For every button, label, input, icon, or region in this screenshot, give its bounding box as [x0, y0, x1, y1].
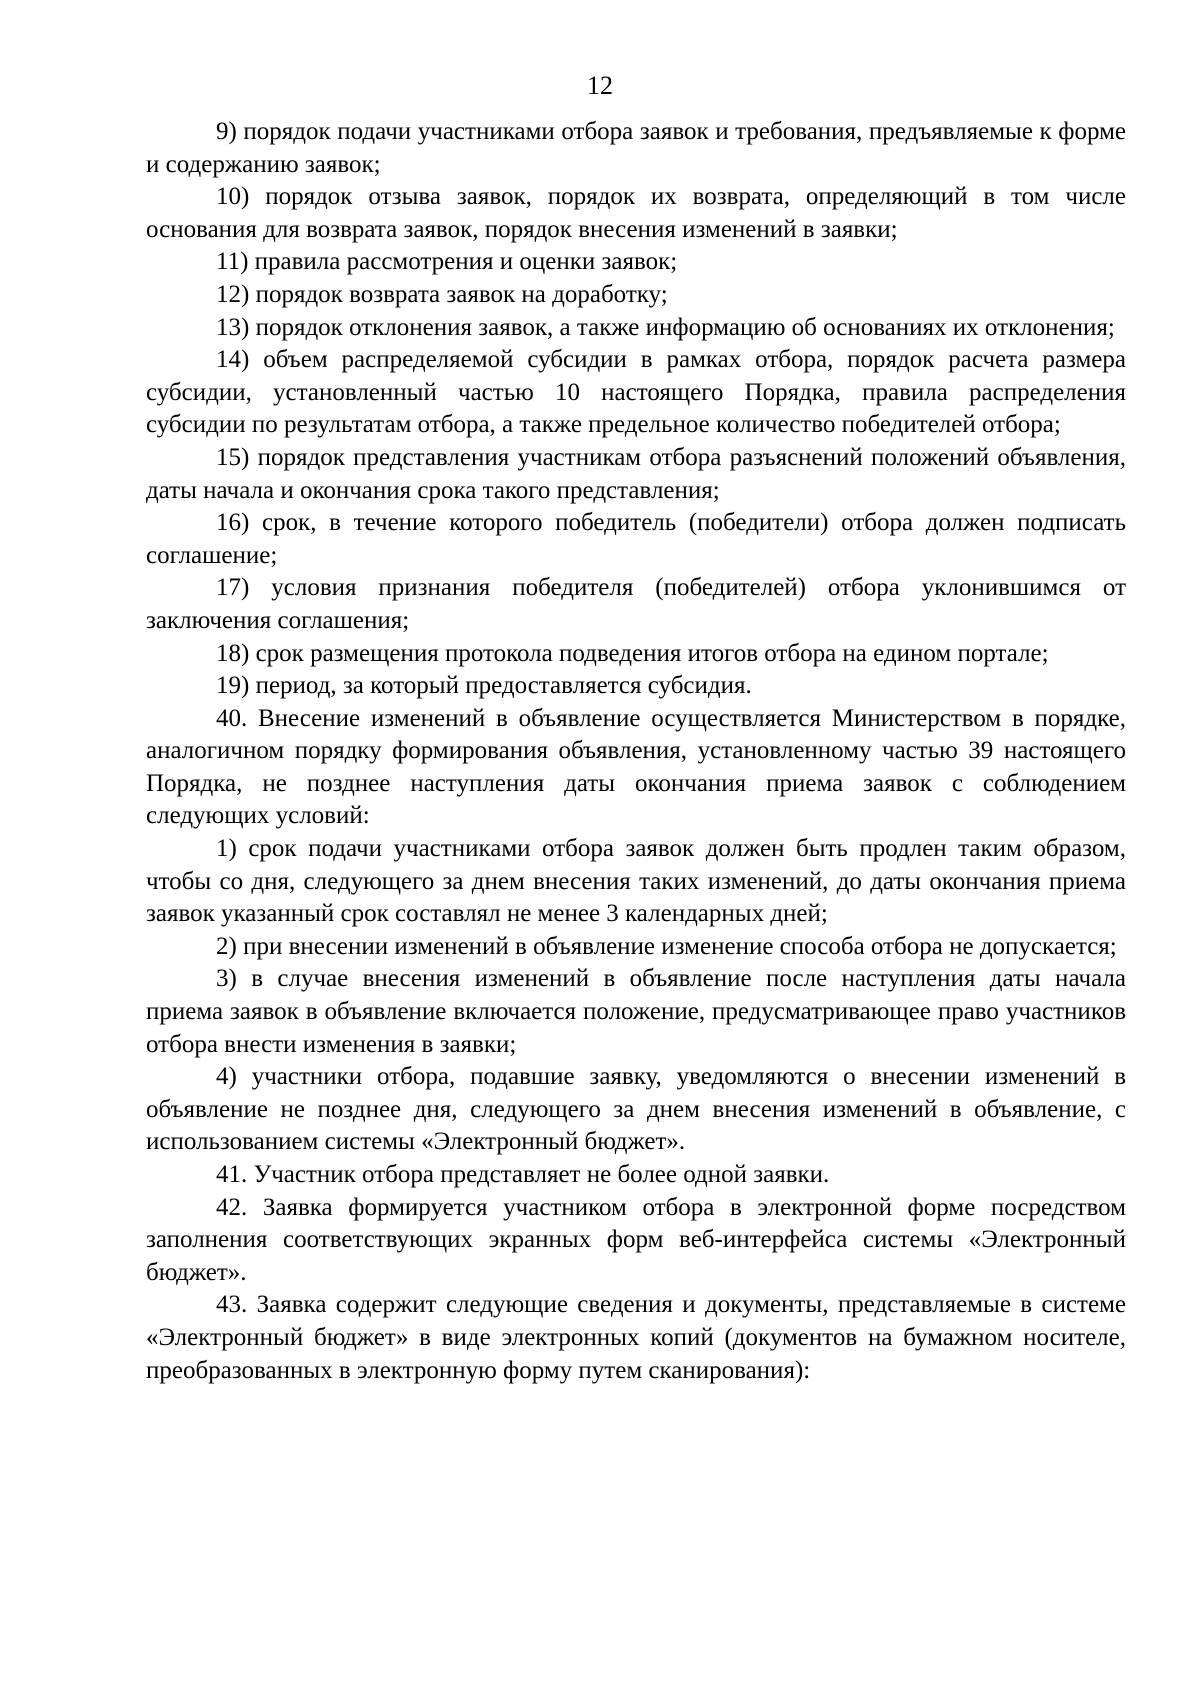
paragraph: 11) правила рассмотрения и оценки заявок;: [216, 248, 678, 276]
paragraph: 19) период, за который предоставляется субсидия.: [216, 672, 752, 700]
paragraph: 41. Участник отбора представляет не более одной заявки.: [216, 1161, 830, 1188]
paragraph: 1) срок подачи участниками отбора заявок должен быть продлен таким образом, чтобы со дня, следующего за днем внесения таких изменений, до даты окончания приема заявок указанный срок составлял не менее 3 календарных дней;: [146, 835, 1126, 928]
paragraph: 4) участники отбора, подавшие заявку, уведомляются о внесении изменений в объявление не позднее дня, следующего за днем внесения изменений в объявление, с использованием системы «Электронный бюджет».: [146, 1063, 1126, 1156]
paragraph: 12) порядок возврата заявок на доработку;: [216, 280, 668, 308]
paragraph: 18) срок размещения протокола подведения итогов отбора на едином портале;: [216, 639, 1049, 667]
paragraph: 15) порядок представления участникам отбора разъяснений положений объявления, даты начала и окончания срока такого представления;: [146, 443, 1126, 504]
paragraph: 10) порядок отзыва заявок, порядок их возврата, определяющий в том числе основания для возврата заявок, порядок внесения изменений в заявки;: [146, 183, 1126, 243]
paragraph: 42. Заявка формируется участником отбора в электронной форме посредством заполнения соответствующих экранных форм веб-интерфейса системы «Электронный бюджет».: [146, 1193, 1126, 1286]
paragraph: 16) срок, в течение которого победитель (победители) отбора должен подписать соглашение;: [146, 509, 1126, 569]
paragraph: 3) в случае внесения изменений в объявление после наступления даты начала приема заявок в объявление включается положение, предусматривающее право участников отбора внести изменения в заявки;: [146, 965, 1126, 1058]
document-body: [146, 116, 1126, 1387]
paragraph: 13) порядок отклонения заявок, а также информацию об основаниях их отклонения;: [216, 313, 1115, 341]
paragraph: 40. Внесение изменений в объявление осуществляется Министерством в порядке, аналогичном порядку формирования объявления, установленному частью 39 настоящего Порядка, не позднее наступления даты окончания приема заявок с соблюдением следующих условий:: [146, 704, 1126, 830]
paragraph: 14) объем распределяемой субсидии в рамках отбора, порядок расчета размера субсидии, установленный частью 10 настоящего Порядка, правила распределения субсидии по результатам отбора, а также предельное количество победителей отбора;: [146, 346, 1126, 439]
paragraph: 9) порядок подачи участниками отбора заявок и требования, предъявляемые к форме и содержанию заявок;: [146, 118, 1126, 178]
paragraph: 43. Заявка содержит следующие сведения и документы, представляемые в системе «Электронный бюджет» в виде электронных копий (документов на бумажном носителе, преобразованных в электронную форму путем сканирования):: [146, 1291, 1126, 1384]
paragraph: 2) при внесении изменений в объявление изменение способа отбора не допускается;: [216, 932, 1117, 960]
page-number: 12: [587, 71, 613, 100]
paragraph: 17) условия признания победителя (победителей) отбора уклонившимся от заключения соглашения;: [146, 574, 1126, 634]
